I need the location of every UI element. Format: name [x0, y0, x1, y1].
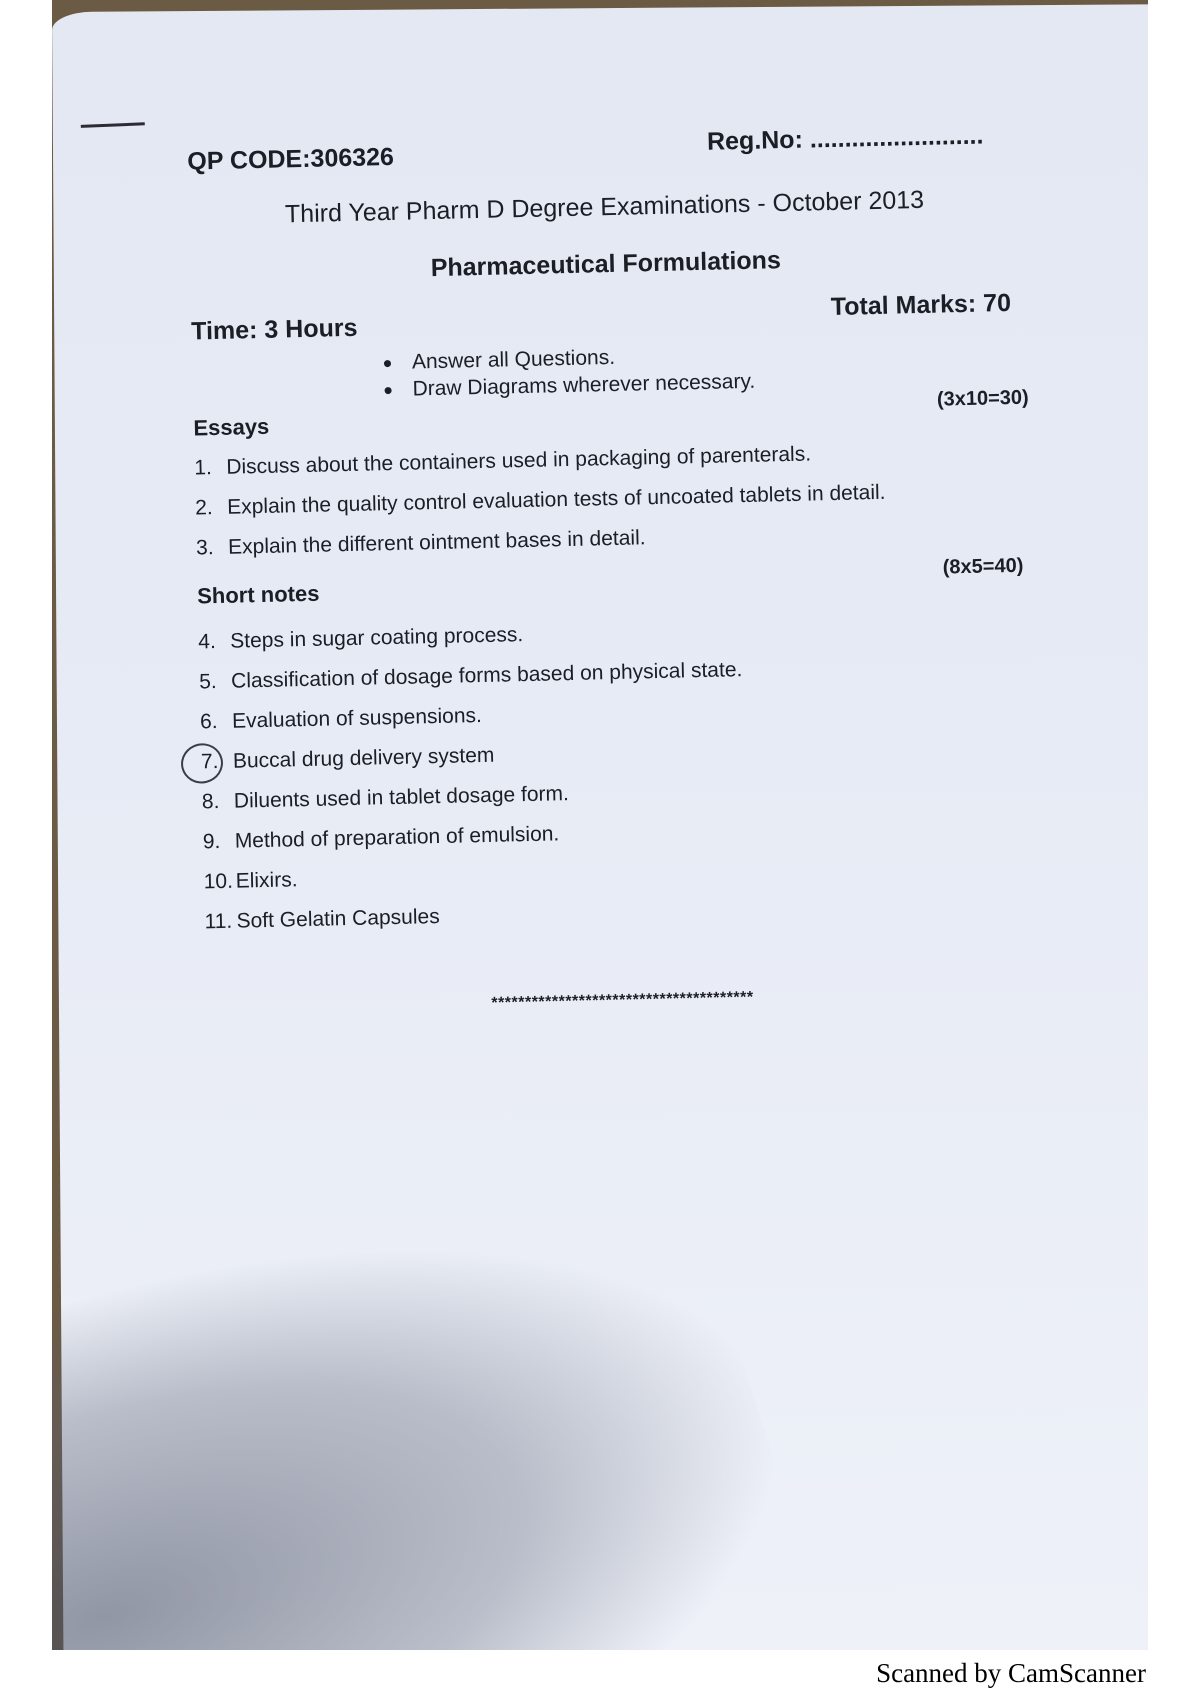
scanner-watermark: Scanned by CamScanner — [876, 1658, 1146, 1688]
question-text: Classification of dosage forms based on physical state. — [230, 658, 743, 693]
question-text: Diluents used in tablet dosage form. — [233, 782, 570, 813]
total-marks: Total Marks: 70 — [830, 288, 1012, 322]
question-number: 5. — [198, 670, 217, 694]
essay-questions — [194, 440, 887, 576]
question-text: Explain the quality control evaluation tests of uncoated tablets in detail. — [226, 480, 886, 519]
end-of-paper-marker: *************************************** — [491, 988, 754, 1012]
question-text: Discuss about the containers used in packaging of parenterals. — [226, 442, 812, 479]
question-text: Evaluation of suspensions. — [231, 704, 483, 733]
question-text: Elixirs. — [235, 868, 298, 893]
essays-heading: Essays — [193, 413, 270, 441]
question-number: 2. — [194, 496, 213, 520]
question-text: Soft Gelatin Capsules — [236, 905, 440, 933]
short-notes-heading: Short notes — [196, 580, 320, 609]
exam-title: Third Year Pharm D Degree Examinations - October 2013 — [284, 185, 925, 229]
instruction-item: Draw Diagrams wherever necessary. — [380, 368, 755, 403]
question-number: 8. — [201, 790, 220, 814]
reg-no: Reg.No: ......................... — [706, 121, 984, 156]
instructions-list — [380, 341, 756, 403]
subject-title: Pharmaceutical Formulations — [430, 246, 782, 283]
paper-content — [52, 0, 1148, 1650]
question-text: Explain the different ointment bases in detail. — [227, 526, 646, 559]
question-text: Method of preparation of emulsion. — [234, 822, 560, 853]
question-number: 3. — [195, 536, 214, 560]
question-number: 7. — [200, 750, 219, 774]
instruction-item: Answer all Questions. — [380, 341, 755, 376]
question-number: 9. — [202, 830, 221, 854]
question-number: 11. — [204, 909, 233, 934]
question-paper-sheet — [52, 4, 1148, 1650]
question-text: Steps in sugar coating process. — [229, 623, 524, 653]
short-note-questions — [198, 617, 748, 949]
scanned-photo — [52, 0, 1148, 1650]
question-number: 10. — [203, 869, 234, 894]
qp-code: QP CODE:306326 — [187, 142, 395, 176]
exam-time: Time: 3 Hours — [190, 313, 358, 346]
question-text: Buccal drug delivery system — [232, 743, 495, 773]
question-number: 6. — [199, 710, 218, 734]
short-notes-marks: (8x5=40) — [942, 554, 1024, 579]
question-number: 1. — [194, 456, 213, 480]
question-number: 4. — [198, 630, 217, 654]
essays-marks: (3x10=30) — [936, 386, 1029, 411]
